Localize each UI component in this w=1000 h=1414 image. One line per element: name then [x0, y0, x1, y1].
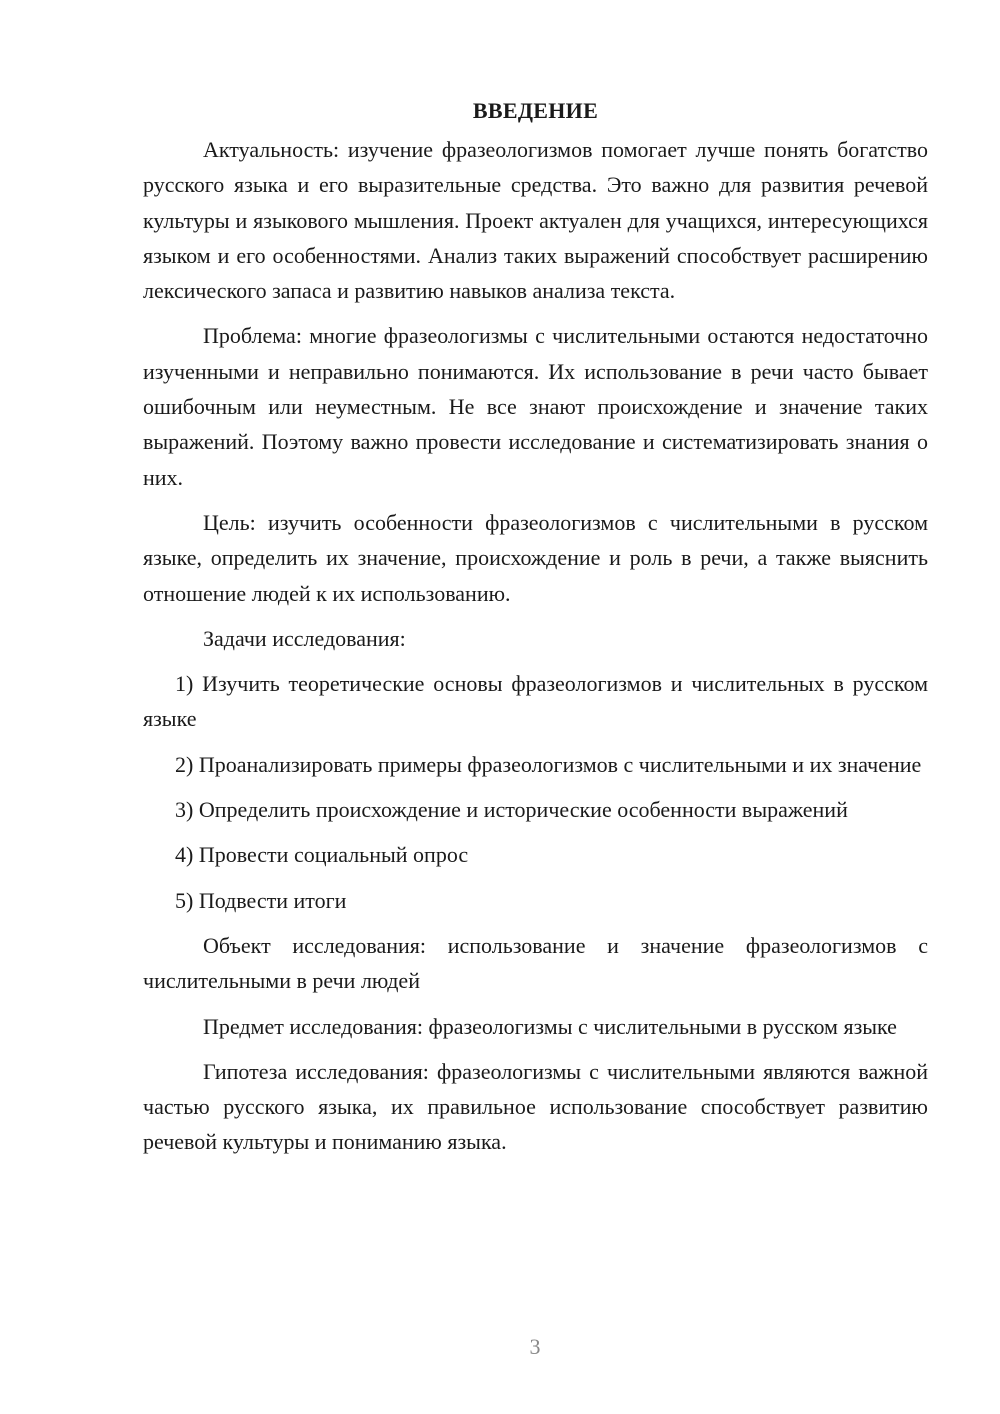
- subject-paragraph: Предмет исследования: фразеологизмы с числительными в русском языке: [203, 1013, 897, 1039]
- task-item-2: 2) Проанализировать примеры фразеологизмов с числительными и их значение: [175, 751, 922, 777]
- relevance-paragraph: Актуальность: изучение фразеологизмов помогает лучше понять богатство русского языка и его выразительные средства. Это важно для развития речевой культуры и языкового мышления. Проект актуален для учащихся, интересующихся языком и его особенностями. Анализ таких выражений способствует расширению лексического запаса и развитию навыков анализа текста.: [143, 137, 928, 304]
- page-title: ВВЕДЕНИЕ: [472, 98, 599, 123]
- task-item-5: 5) Подвести итоги: [175, 887, 347, 913]
- hypothesis-paragraph: Гипотеза исследования: фразеологизмы с числительными являются важной частью русского языка, их правильное использование способствует развитию речевой культуры и пониманию языка.: [143, 1058, 928, 1155]
- page-number: 3: [529, 1334, 541, 1359]
- document-page: [143, 96, 928, 1160]
- task-item-1: 1) Изучить теоретические основы фразеологизмов и числительных в русском языке: [143, 671, 928, 732]
- object-paragraph: Объект исследования: использование и значение фразеологизмов с числительными в речи людей: [143, 932, 928, 994]
- tasks-heading: Задачи исследования:: [203, 625, 406, 651]
- goal-paragraph: Цель: изучить особенности фразеологизмов с числительными в русском языке, определить их значение, происхождение и роль в речи, а также выяснить отношение людей к их использованию.: [143, 509, 928, 606]
- task-item-4: 4) Провести социальный опрос: [175, 842, 469, 868]
- problem-paragraph: Проблема: многие фразеологизмы с числительными остаются недостаточно изученными и неправильно понимаются. Их использование в речи часто бывает ошибочным или неуместным. Не все знают происхождение и значение таких выражений. Поэтому важно провести исследование и систематизировать знания о них.: [143, 323, 928, 490]
- task-item-3: 3) Определить происхождение и исторические особенности выражений: [175, 797, 848, 823]
